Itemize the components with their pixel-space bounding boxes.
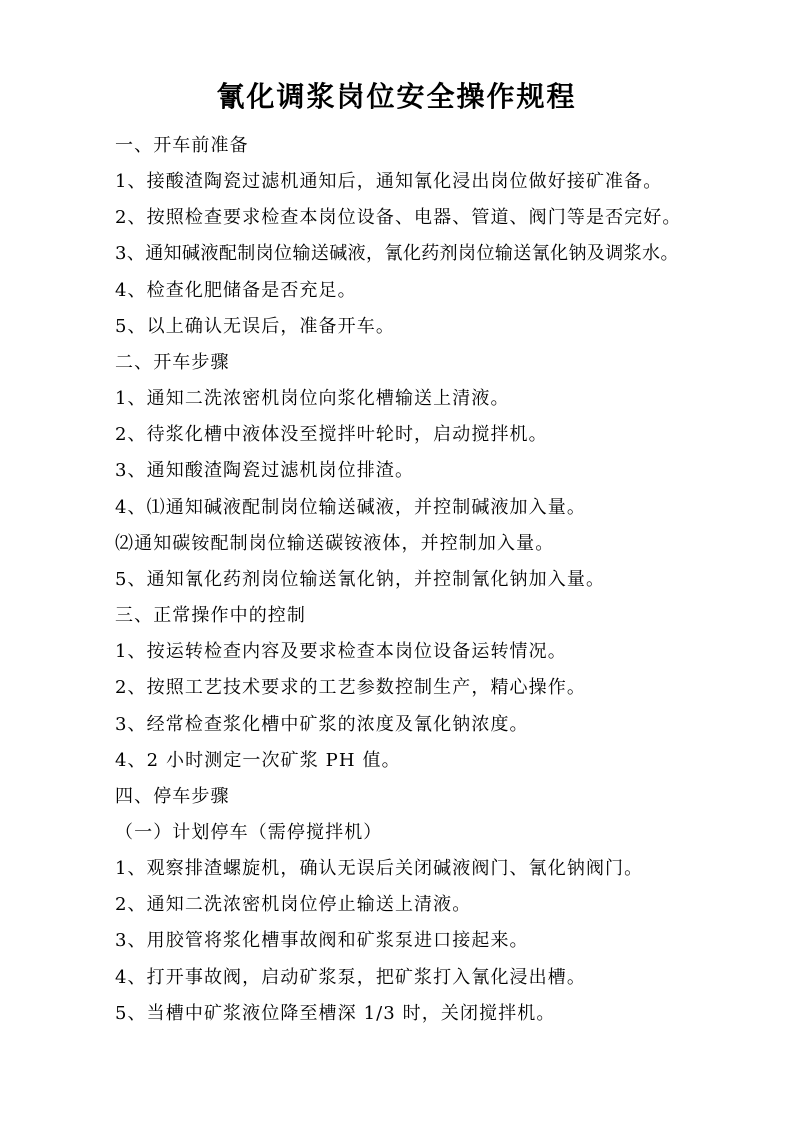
list-item: 5、以上确认无误后，准备开车。 [115,315,395,337]
list-item: ⑵通知碳铵配制岗位输送碳铵液体，并控制加入量。 [115,532,555,554]
list-item: 2、按照工艺技术要求的工艺参数控制生产，精心操作。 [115,677,586,699]
list-item: 1、观察排渣螺旋机，确认无误后关闭碱液阀门、氰化钠阀门。 [115,858,644,880]
list-item: 2、待浆化槽中液体没至搅拌叶轮时，启动搅拌机。 [115,424,548,446]
list-item: 3、通知酸渣陶瓷过滤机岗位排渣。 [115,460,415,482]
section-heading: 四、停车步骤 [115,785,230,807]
list-item: 3、经常检查浆化槽中矿浆的浓度及氰化钠浓度。 [115,713,529,735]
document-body [115,128,755,1032]
subsection-heading: （一）计划停车（需停搅拌机） [115,821,383,843]
list-item: 1、通知二洗浓密机岗位向浆化槽输送上清液。 [115,388,510,410]
list-item: 4、检查化肥储备是否充足。 [115,279,357,301]
section-heading: 一、开车前准备 [115,135,249,156]
list-item: 1、接酸渣陶瓷过滤机通知后，通知氰化浸出岗位做好接矿准备。 [115,171,663,193]
list-item: 4、打开事故阀，启动矿浆泵，把矿浆打入氰化浸出槽。 [115,966,586,988]
list-item: 4、⑴通知碱液配制岗位输送碱液，并控制碱液加入量。 [115,496,586,518]
list-item: 5、通知氰化药剂岗位输送氰化钠，并控制氰化钠加入量。 [115,568,606,590]
list-item: 5、当槽中矿浆液位降至槽深 1/3 时，关闭搅拌机。 [115,1002,556,1024]
list-item: 2、按照检查要求检查本岗位设备、电器、管道、阀门等是否完好。 [115,207,682,229]
document-title: 氰化调浆岗位安全操作规程 [216,80,577,113]
list-item: 3、通知碱液配制岗位输送碱液，氰化药剂岗位输送氰化钠及调浆水。 [115,243,679,265]
list-item: 4、2 小时测定一次矿浆 PH 值。 [115,749,401,771]
list-item: 2、通知二洗浓密机岗位停止输送上清液。 [115,894,472,916]
list-item: 1、按运转检查内容及要求检查本岗位设备运转情况。 [115,641,567,663]
list-item: 3、用胶管将浆化槽事故阀和矿浆泵进口接起来。 [115,930,529,952]
section-heading: 二、开车步骤 [115,351,230,373]
section-heading: 三、正常操作中的控制 [115,605,306,627]
